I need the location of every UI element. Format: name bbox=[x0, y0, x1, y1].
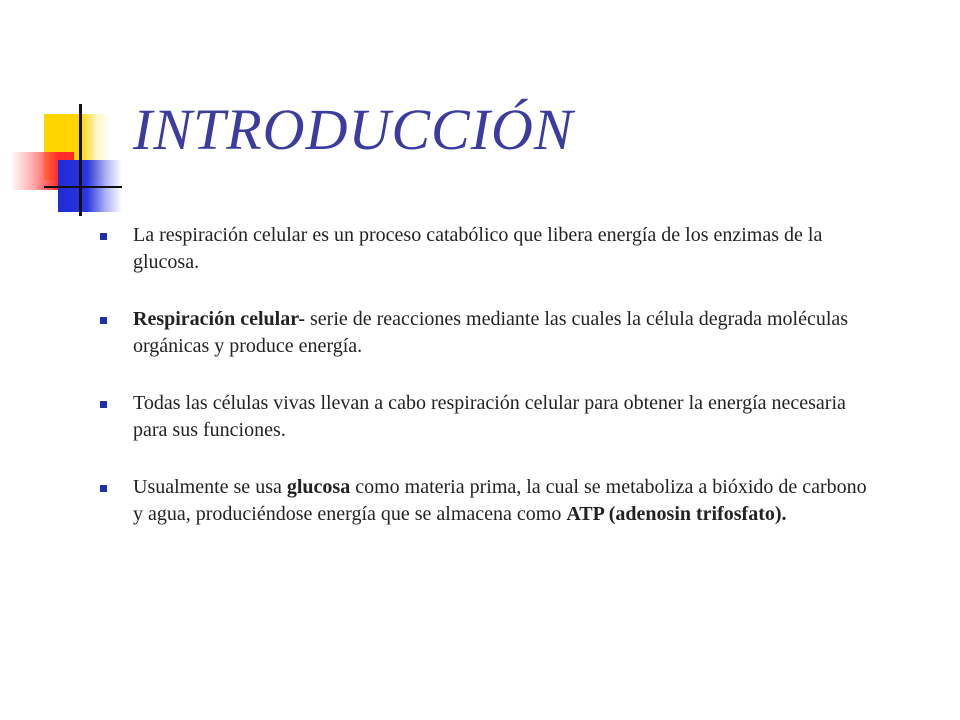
bullet-bold-glucosa: glucosa bbox=[286, 476, 351, 498]
bullet-item bbox=[100, 222, 880, 276]
bullet-item bbox=[100, 390, 880, 444]
bullet-item bbox=[100, 474, 880, 528]
bullet-list bbox=[100, 222, 880, 558]
bullet-marker-icon bbox=[100, 401, 107, 408]
bullet-item bbox=[100, 306, 880, 360]
bullet-text-part2: como materia prima, la cual se metaboliza a bióxido de carbono y agua, produciéndose energía que se almacena como bbox=[133, 476, 867, 525]
bullet-marker-icon bbox=[100, 485, 107, 492]
vertical-line bbox=[79, 104, 82, 216]
slide-title: INTRODUCCIÓN bbox=[133, 97, 574, 162]
bullet-text: La respiración celular es un proceso catabólico que libera energía de los enzimas de la glucosa. bbox=[133, 224, 823, 273]
bullet-text-part1: Usualmente se usa bbox=[133, 476, 287, 498]
bullet-text: Todas las células vivas llevan a cabo respiración celular para obtener la energía necesaria para sus funciones. bbox=[133, 392, 846, 441]
bullet-text-rest: serie de reacciones mediante las cuales la célula degrada moléculas orgánicas y produce energía. bbox=[133, 308, 849, 357]
bullet-text bbox=[133, 308, 848, 357]
bullet-marker-icon bbox=[100, 317, 107, 324]
bullet-bold-lead: Respiración celular- bbox=[133, 308, 306, 330]
decorative-logo bbox=[0, 0, 140, 230]
bullet-text bbox=[133, 476, 867, 525]
bullet-marker-icon bbox=[100, 233, 107, 240]
bullet-bold-atp: ATP (adenosin trifosfato). bbox=[566, 503, 787, 525]
horizontal-line bbox=[44, 186, 122, 188]
